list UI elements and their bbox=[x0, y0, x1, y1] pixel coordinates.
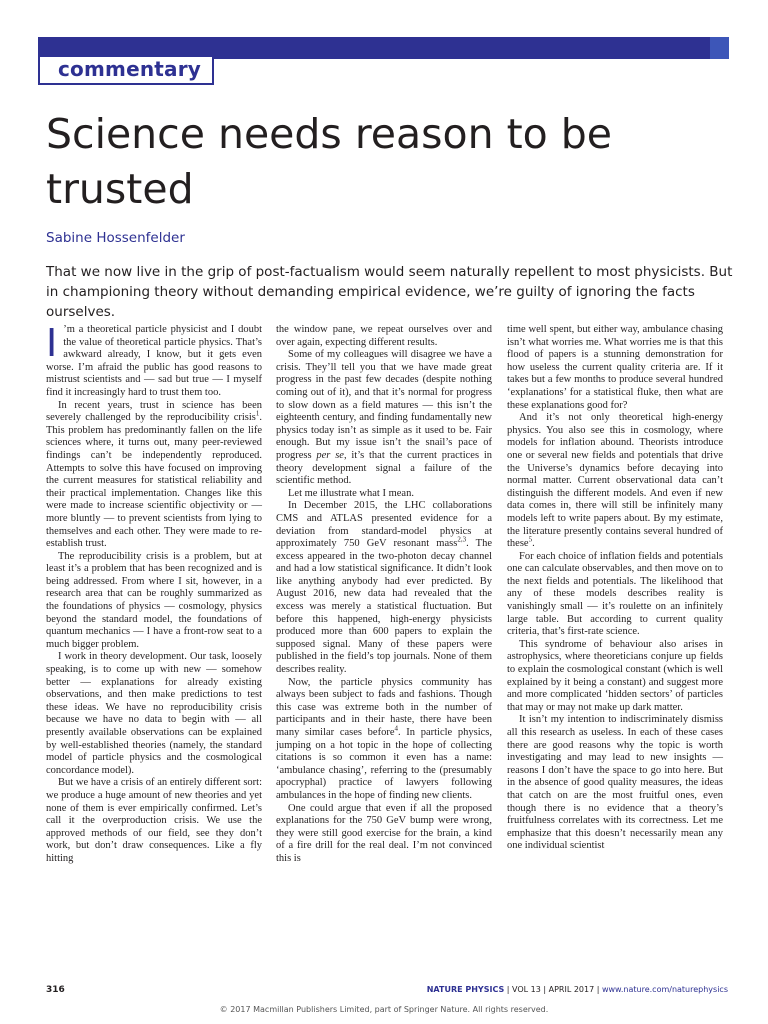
paragraph: time well spent, but either way, ambulance chasing isn’t what worries me. What worries me is that this flood of papers is a stunning demonstration for how useless the current quality criteria are. If it takes but a few months to produce several hundred ‘explanations’ for a statistical fluke, then what are these explanations good for? bbox=[507, 324, 723, 411]
paragraph-text: . In particle physics, jumping on a hot topic in the hope of collecting citations is so common it even has a name: ‘ambulance chasing’, referring to the (presumably apocryphal) practice of lawyers following ambulances in the hope of finding new clients. bbox=[276, 727, 492, 801]
paragraph bbox=[46, 321, 262, 400]
body-column-2 bbox=[276, 324, 492, 866]
paragraph: the window pane, we repeat ourselves over and over again, expecting different results. bbox=[276, 324, 492, 348]
paragraph: But we have a crisis of an entirely different sort: we produce a huge amount of new theories and yet none of them is ever empirically confirmed. Let’s call it the overproduction crisis. We use the approved methods of our field, see they don’t work, but don’t draw consequences. Like a fly hitting bbox=[46, 777, 262, 864]
author-name: Sabine Hossenfelder bbox=[46, 230, 185, 246]
paragraph-text: . The excess appeared in the two-photon decay channel and had a low statistical significance. It didn’t look like anything anybody had ever predicted. By August 2016, new data had revealed that the excess was merely a statistical fluctuation. But before this happened, high-energy physicists produced more than 600 papers to explain the supposed signal. Many of these papers were published in the field’s top journals. None of them describes reality. bbox=[276, 538, 492, 676]
standfirst: That we now live in the grip of post-factualism would seem naturally repellent to most physicists. But in championing theory without demanding empirical evidence, we’re guilty of ignoring the facts ourselves. bbox=[46, 264, 733, 320]
issue-info: | VOL 13 | APRIL 2017 | bbox=[504, 985, 602, 994]
paragraph: For each choice of inflation fields and potentials one can calculate observables, and then move on to the next fields and potentials. The likelihood that any of these models describes reality is vanishingly small — it’s roulette on an infinitely large table. But according to current quality criteria, that’s first-rate science. bbox=[507, 550, 723, 638]
header-bar-accent bbox=[710, 37, 729, 59]
copyright-notice: © 2017 Macmillan Publishers Limited, part of Springer Nature. All rights reserved. bbox=[219, 1005, 549, 1014]
paragraph: This syndrome of behaviour also arises in astrophysics, where theoreticians conjure up fields to explain the cosmological constant (which is well explained by it being a constant) and suggest more and more complicated ‘hidden sectors’ of particles that may or may not make up dark matter. bbox=[507, 638, 723, 713]
journal-url[interactable]: www.nature.com/naturephysics bbox=[601, 985, 728, 994]
paragraph-text: And it’s not only theoretical high-energy physics. You also see this in cosmology, where models for inflation abound. Theorists introduce one or several new fields and potentials that drive the Universe’s dynamics before decaying into normal matter. Current observational data can’t distinguish the different models. And even if new data comes in, there will still be infinitely many models left to write papers about. By my estimate, the literature presently contains several hundred of these bbox=[507, 412, 723, 550]
paragraph bbox=[276, 500, 492, 676]
article-title: Science needs reason to be trusted bbox=[46, 110, 613, 213]
paragraph: The reproducibility crisis is a problem, but at least it’s a problem that has been recognized and is being addressed. From where I sit, however, in a research area that can be roughly summarized as the foundations of physics — cosmology, physics beyond the standard model, the foundations of quantum mechanics — I have a front-row seat to a much bigger problem. bbox=[46, 550, 262, 650]
paragraph-text: . This problem has predominantly fallen on the life sciences where, it turns out, many peer-reviewed findings can’t be independently reproduced. Attempts to solve this have focused on improving the current measures for statistical reliability and their practical implementation. Changes like this were made to increase scientific objectivity or — more bluntly — to prevent scientists from lying to themselves and each other. They were made to re-establish trust. bbox=[46, 412, 262, 550]
reference-marker: 2,3 bbox=[457, 535, 467, 544]
paragraph: I work in theory development. Our task, loosely speaking, is to come up with new — somehow better — explanations for already existing observations, and then make predictions to test these ideas. We have no reproducibility crisis because we have no data to begin with — all presently available observations can be explained by well-established theories (namely, the standard model of particle physics and the cosmological concordance model). bbox=[46, 651, 262, 776]
section-label: commentary bbox=[58, 57, 202, 81]
paragraph-text: Now, the particle physics community has always been subject to fads and fashions. Though this case was extreme both in the number of participants and in their haste, there have been many similar cases before bbox=[276, 676, 492, 738]
paragraph-text: In December 2015, the LHC collaborations CMS and ATLAS presented evidence for a deviation from standard-model physics at approximately 750 GeV resonant mass bbox=[276, 500, 492, 550]
paragraph bbox=[507, 412, 723, 551]
paragraph-text: . bbox=[532, 538, 535, 550]
paragraph: Let me illustrate what I mean. bbox=[288, 487, 414, 499]
paragraph: It isn’t my intention to indiscriminately dismiss all this research as useless. In each of these cases there are good reasons why the topic is worth investigating and may lead to new insights — reasons I don’t have the space to go into here. But in the absence of good quality measures, the ideas that catch on are the most fruitful ones, even though there is no evidence that a theory’s fruitfulness correlates with its correctness. Let me emphasize that this doesn’t necessarily mean any one individual scientist bbox=[507, 714, 723, 852]
reference-marker: 4 bbox=[394, 724, 398, 733]
paragraph-text: , it’s that the current practices in theory development signal a failure of the scientific method. bbox=[276, 449, 492, 487]
page-number: 316 bbox=[46, 985, 65, 995]
paragraph bbox=[46, 400, 262, 551]
paragraph: One could argue that even if all the proposed explanations for the 750 GeV bump were wrong, they were still good exercise for the brain, a kind of a fire drill for the real deal. I’m not convinced this is bbox=[276, 802, 492, 864]
reference-marker: 1 bbox=[255, 409, 260, 418]
emphasis: per se bbox=[316, 449, 344, 461]
body-column-1 bbox=[46, 321, 262, 866]
paragraph-text: In recent years, trust in science has been severely challenged by the reproducibility crisis bbox=[46, 399, 262, 424]
paragraph-text: Some of my colleagues will disagree we have a crisis. They’ll tell you that we have made great progress in the past few decades (despite nothing coming out of it), and that it’s normal for progress to slow down as a field matures — this isn’t the eighteenth century, and finding fundamentally new physics today isn’t as simple as it used to be. Fair enough. But my issue isn’t the snail’s pace of progress bbox=[276, 349, 492, 461]
journal-info bbox=[427, 985, 728, 994]
paragraph-text: ’m a theoretical particle physicist and I doubt the value of theoretical particle physics. That’s awkward already, I know, but it gets even worse. I’m afraid the public has good reasons to mistrust scientists and — sad but true — I myself find it increasingly hard to trust them too. bbox=[46, 324, 262, 398]
reference-marker: 5 bbox=[528, 535, 533, 544]
journal-name: NATURE PHYSICS bbox=[426, 985, 505, 994]
paragraph bbox=[276, 349, 492, 488]
drop-cap: I bbox=[46, 321, 58, 365]
paragraph bbox=[276, 677, 492, 803]
body-column-3 bbox=[507, 324, 723, 853]
header-bar bbox=[38, 37, 729, 59]
